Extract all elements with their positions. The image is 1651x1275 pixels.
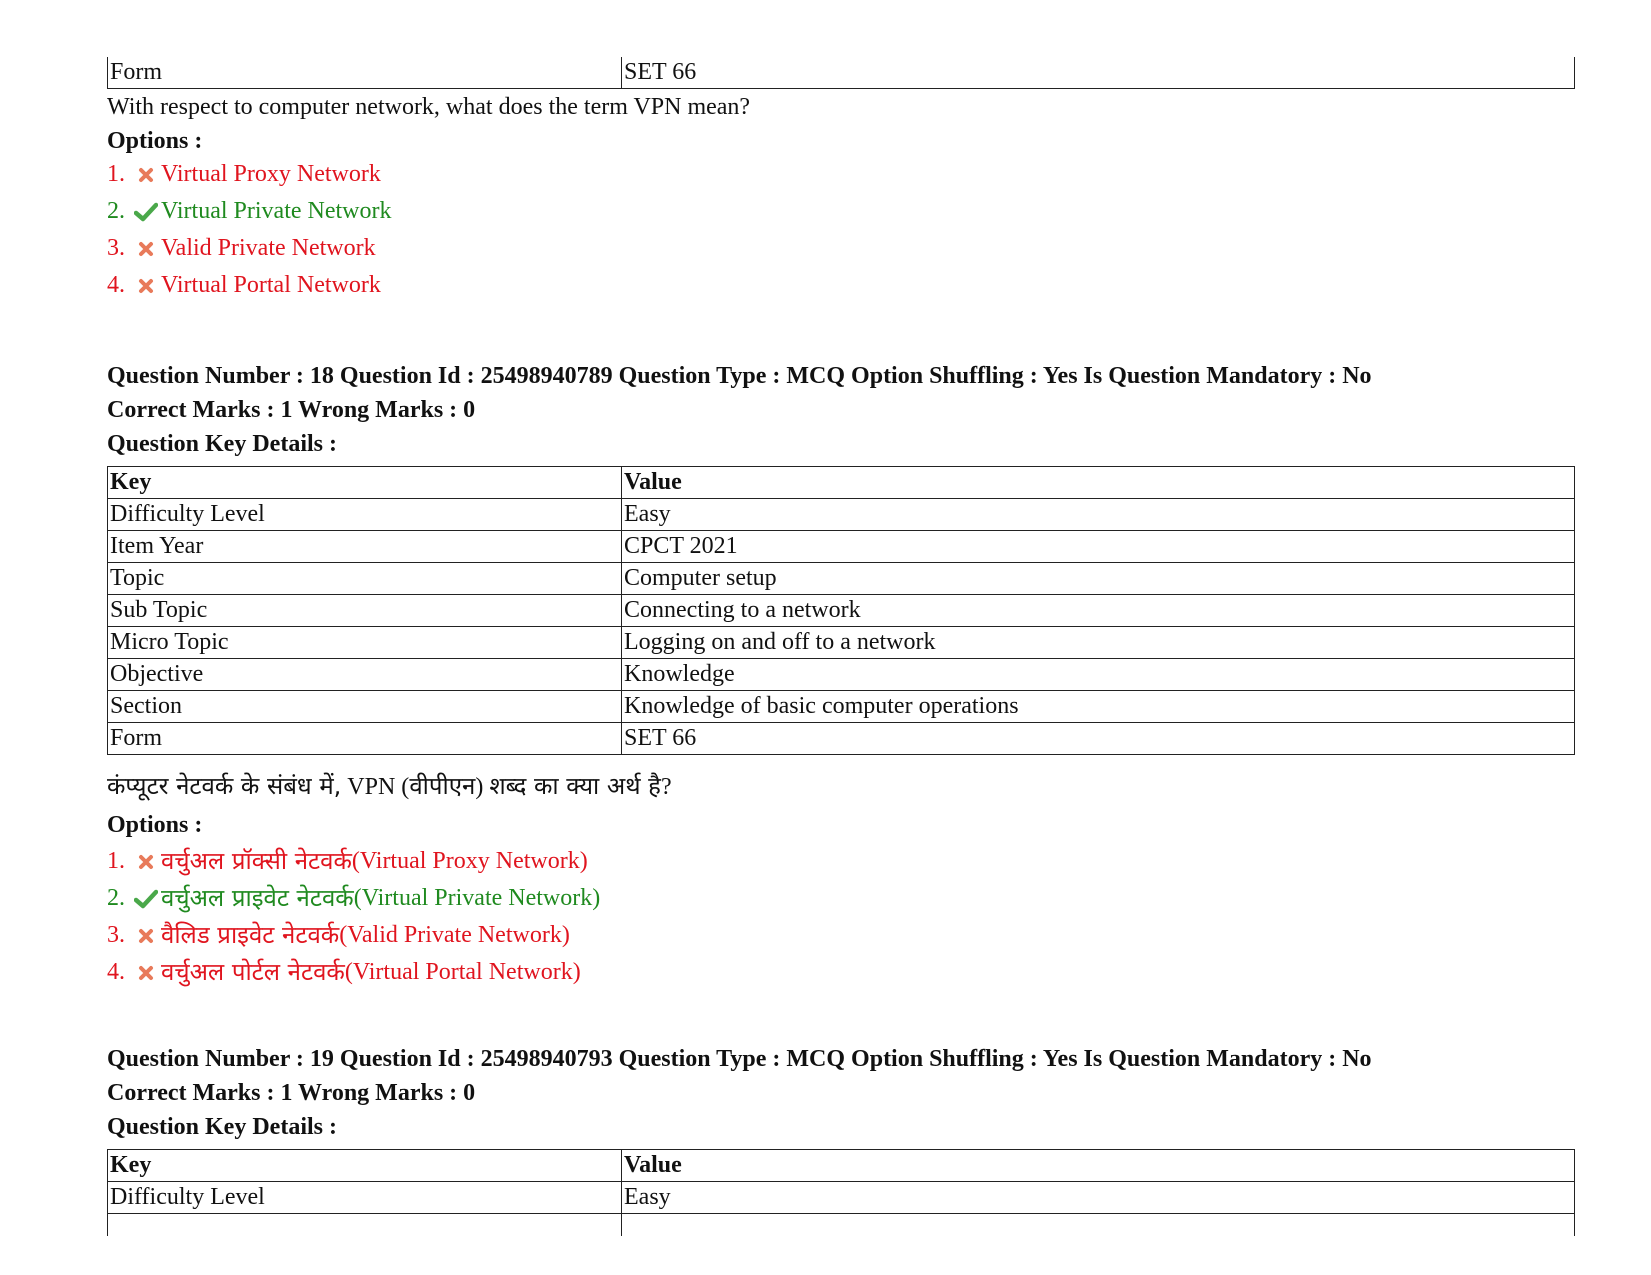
option-item [107,193,392,230]
table-row [108,57,1575,89]
option-number: 3. [107,922,125,948]
cross-icon [131,278,161,294]
option-text: Virtual Proxy Network [161,161,381,187]
table-cell-key: Topic [108,563,622,595]
question-marks: Correct Marks : 1 Wrong Marks : 0 [107,1080,476,1106]
key-details-label: Question Key Details : [107,431,337,457]
question-header: Question Number : 18 Question Id : 25498940789 Question Type : MCQ Option Shuffling : Yes Is Question Mandatory : No [107,363,1372,389]
option-text: Virtual Portal Network [161,272,381,298]
question-latin-part: ? [660,774,672,800]
table-header-row [108,467,1575,499]
table-cell-key: Section [108,691,622,723]
option-text-hindi: वैलिड प्राइवेट नेटवर्क [161,921,340,949]
table-row [108,595,1575,627]
table-cell-value: Connecting to a network [622,595,1575,627]
table-row [108,723,1575,755]
check-icon [131,202,161,222]
table-cell-key: Difficulty Level [108,1182,622,1214]
option-text-hindi: वर्चुअल प्रॉक्सी नेटवर्क [161,847,352,875]
question-hindi-part: कंप्यूटर नेटवर्क के संबंध में, [107,772,342,800]
question-header: Question Number : 19 Question Id : 25498940793 Question Type : MCQ Option Shuffling : Yes Is Question Mandatory : No [107,1046,1372,1072]
option-number: 1. [107,161,125,187]
question-marks: Correct Marks : 1 Wrong Marks : 0 [107,397,476,423]
option-number: 1. [107,848,125,874]
table-cell-key: Micro Topic [108,627,622,659]
column-header-value: Value [622,1150,1575,1182]
table-cell-value: Knowledge of basic computer operations [622,691,1575,723]
table-row [108,531,1575,563]
option-number: 2. [107,198,125,224]
option-text-english: (Virtual Portal Network) [344,959,581,985]
option-item [107,230,392,267]
option-text: Valid Private Network [161,235,376,261]
table-cell-value [622,1214,1575,1237]
question-hindi-part: वीपीएन [409,772,476,800]
option-text-english: (Virtual Proxy Network) [351,848,588,874]
question-latin-part: ) [475,774,490,800]
question-key-table [107,466,1575,755]
cross-icon [131,928,161,944]
cross-icon [131,965,161,981]
table-cell-value: SET 66 [622,723,1575,755]
table-cell-value: Computer setup [622,563,1575,595]
table-cell-value: CPCT 2021 [622,531,1575,563]
options-list [107,843,600,991]
question-text: With respect to computer network, what does the term VPN mean? [107,94,751,120]
question-latin-part: VPN ( [341,774,410,800]
table-cell-value: SET 66 [622,57,1575,89]
option-item [107,156,392,193]
table-header-row [108,1150,1575,1182]
column-header-value: Value [622,467,1575,499]
option-item [107,880,600,917]
table-cell-key: Sub Topic [108,595,622,627]
cross-icon [131,241,161,257]
table-row [108,691,1575,723]
option-number: 4. [107,272,125,298]
top-key-table [107,57,1575,89]
table-row-partial [108,1214,1575,1237]
table-cell-key: Form [108,57,622,89]
cross-icon [131,854,161,870]
table-row [108,659,1575,691]
table-row [108,1182,1575,1214]
option-text: Virtual Private Network [161,198,392,224]
option-number: 4. [107,959,125,985]
table-cell-value: Knowledge [622,659,1575,691]
option-number: 2. [107,885,125,911]
table-cell-key: Item Year [108,531,622,563]
option-item [107,843,600,880]
question-text-hindi [107,769,672,804]
key-details-label: Question Key Details : [107,1114,337,1140]
table-cell-key [108,1214,622,1237]
question-key-table [107,1149,1575,1236]
table-row [108,499,1575,531]
column-header-key: Key [108,467,622,499]
options-label: Options : [107,812,203,838]
option-text-hindi: वर्चुअल प्राइवेट नेटवर्क [161,884,354,912]
option-item [107,267,392,304]
question-hindi-part: शब्द का क्या अर्थ है [489,772,661,800]
option-item [107,917,600,954]
table-cell-value: Logging on and off to a network [622,627,1575,659]
option-number: 3. [107,235,125,261]
option-text-english: (Valid Private Network) [339,922,570,948]
options-list [107,156,392,304]
table-cell-key: Objective [108,659,622,691]
option-item [107,954,600,991]
options-label: Options : [107,128,203,154]
option-text-english: (Virtual Private Network) [353,885,601,911]
column-header-key: Key [108,1150,622,1182]
table-cell-value: Easy [622,499,1575,531]
table-row [108,627,1575,659]
check-icon [131,889,161,909]
table-row [108,563,1575,595]
table-cell-value: Easy [622,1182,1575,1214]
table-cell-key: Difficulty Level [108,499,622,531]
option-text-hindi: वर्चुअल पोर्टल नेटवर्क [161,958,345,986]
cross-icon [131,167,161,183]
table-cell-key: Form [108,723,622,755]
